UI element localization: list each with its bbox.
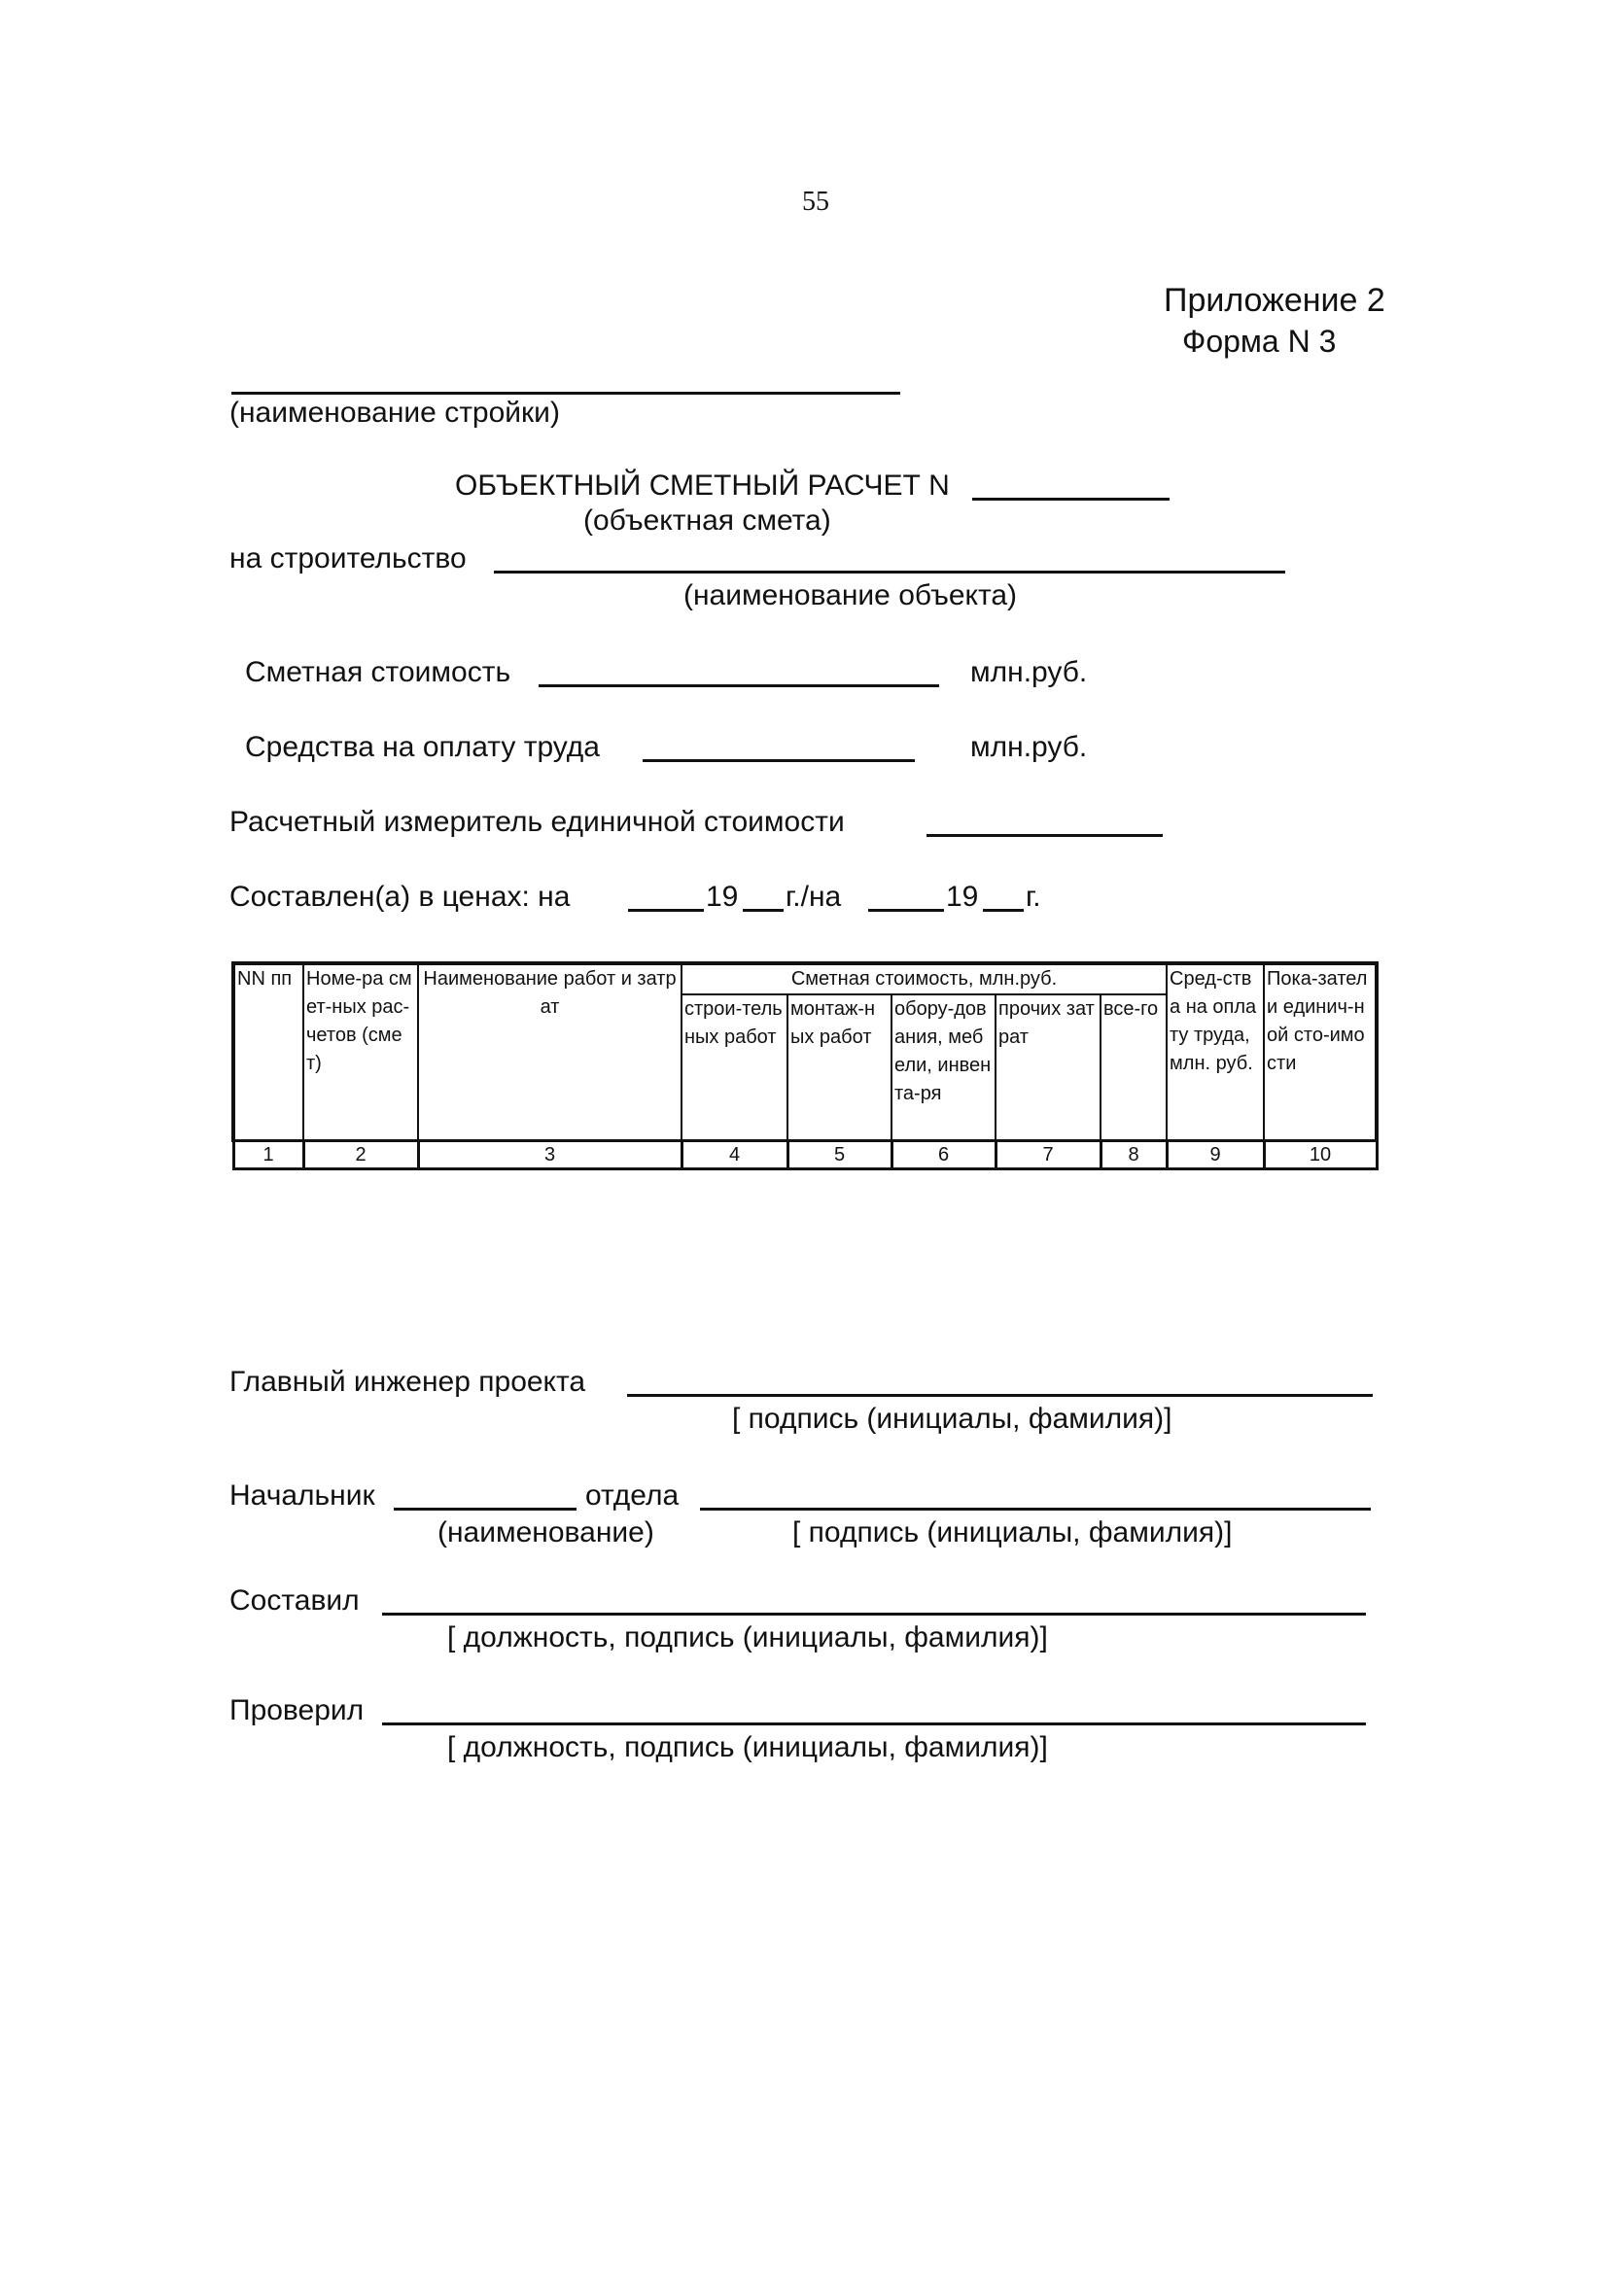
- header-wages: Сред-ства на оплату труда, млн. руб.: [1167, 963, 1264, 1140]
- prices-label: Составлен(а) в ценах: на: [229, 881, 571, 913]
- wages-field: [643, 759, 915, 762]
- column-number: 1: [233, 1140, 303, 1168]
- estimate-table: [231, 961, 1379, 1170]
- construction-label: на строительство: [229, 542, 467, 574]
- compiled-signature-field: [382, 1613, 1366, 1616]
- department-name-caption: (наименование): [437, 1516, 654, 1548]
- header-indicators: Пока-затели единич-ной сто-имости: [1264, 963, 1377, 1140]
- estimate-number-field: [972, 498, 1170, 501]
- header-equipment: обору-дования, мебели, инвента-ря: [891, 994, 996, 1140]
- column-number: 3: [418, 1140, 682, 1168]
- checked-label: Проверил: [229, 1694, 365, 1726]
- estimated-cost-unit: млн.руб.: [970, 656, 1088, 688]
- price-year-field-1: [743, 909, 784, 912]
- document-title: ОБЪЕКТНЫЙ СМЕТНЫЙ РАСЧЕТ N: [455, 470, 950, 502]
- object-name-caption: (наименование объекта): [683, 579, 1018, 611]
- estimated-cost-label: Сметная стоимость: [245, 656, 511, 688]
- column-number: 10: [1264, 1140, 1377, 1168]
- header-works: Наименование работ и затрат: [418, 963, 682, 1140]
- object-name-field: [494, 571, 1285, 574]
- head-signature-field: [700, 1508, 1371, 1511]
- form-label: Форма N 3: [1182, 324, 1337, 359]
- header-nn: NN пп: [233, 963, 303, 1140]
- price-date-field-2: [868, 909, 944, 912]
- column-number: 9: [1167, 1140, 1264, 1168]
- compiled-caption: [ должность, подпись (инициалы, фамилия)]: [447, 1621, 1048, 1653]
- department-name-field: [394, 1508, 577, 1511]
- chief-engineer-caption: [ подпись (инициалы, фамилия)]: [732, 1403, 1172, 1435]
- column-number: 2: [303, 1140, 418, 1168]
- chief-engineer-label: Главный инженер проекта: [229, 1366, 586, 1398]
- document-subtitle: (объектная смета): [583, 504, 831, 537]
- checked-signature-field: [382, 1722, 1366, 1725]
- chief-engineer-signature-field: [627, 1394, 1373, 1397]
- appendix-label: Приложение 2: [1164, 282, 1385, 319]
- unit-meter-label: Расчетный измеритель единичной стоимости: [229, 806, 845, 838]
- header-estimate-numbers: Номе-ра смет-ных рас-четов (смет): [303, 963, 418, 1140]
- page-number: 55: [802, 187, 829, 217]
- checked-caption: [ должность, подпись (инициалы, фамилия)]: [447, 1731, 1048, 1763]
- header-cost-group: Сметная стоимость, млн.руб.: [682, 963, 1167, 994]
- column-number: 7: [996, 1140, 1101, 1168]
- price-year-1: 19: [706, 881, 739, 913]
- header-installation: монтаж-ных работ: [787, 994, 891, 1140]
- unit-meter-field: [926, 834, 1163, 837]
- column-number: 8: [1101, 1140, 1167, 1168]
- price-end: г.: [1026, 881, 1041, 913]
- header-total: все-го: [1101, 994, 1167, 1140]
- wages-label: Средства на оплату труда: [245, 731, 600, 763]
- head-caption: [ подпись (инициалы, фамилия)]: [792, 1516, 1233, 1548]
- compiled-label: Составил: [229, 1584, 360, 1617]
- construction-name-caption: (наименование стройки): [229, 397, 560, 429]
- construction-name-field: [231, 392, 900, 395]
- estimated-cost-field: [539, 684, 939, 687]
- head-label: Начальник: [229, 1479, 375, 1512]
- column-numbers-row: [233, 1140, 1377, 1168]
- column-number: 4: [682, 1140, 787, 1168]
- price-date-field-1: [628, 909, 704, 912]
- department-label: отдела: [585, 1479, 680, 1512]
- header-construction: строи-тельных работ: [682, 994, 787, 1140]
- wages-unit: млн.руб.: [970, 731, 1088, 763]
- column-number: 5: [787, 1140, 891, 1168]
- price-separator: г./на: [786, 881, 842, 913]
- price-year-2: 19: [946, 881, 979, 913]
- price-year-field-2: [983, 909, 1024, 912]
- column-number: 6: [891, 1140, 996, 1168]
- header-other: прочих затрат: [996, 994, 1101, 1140]
